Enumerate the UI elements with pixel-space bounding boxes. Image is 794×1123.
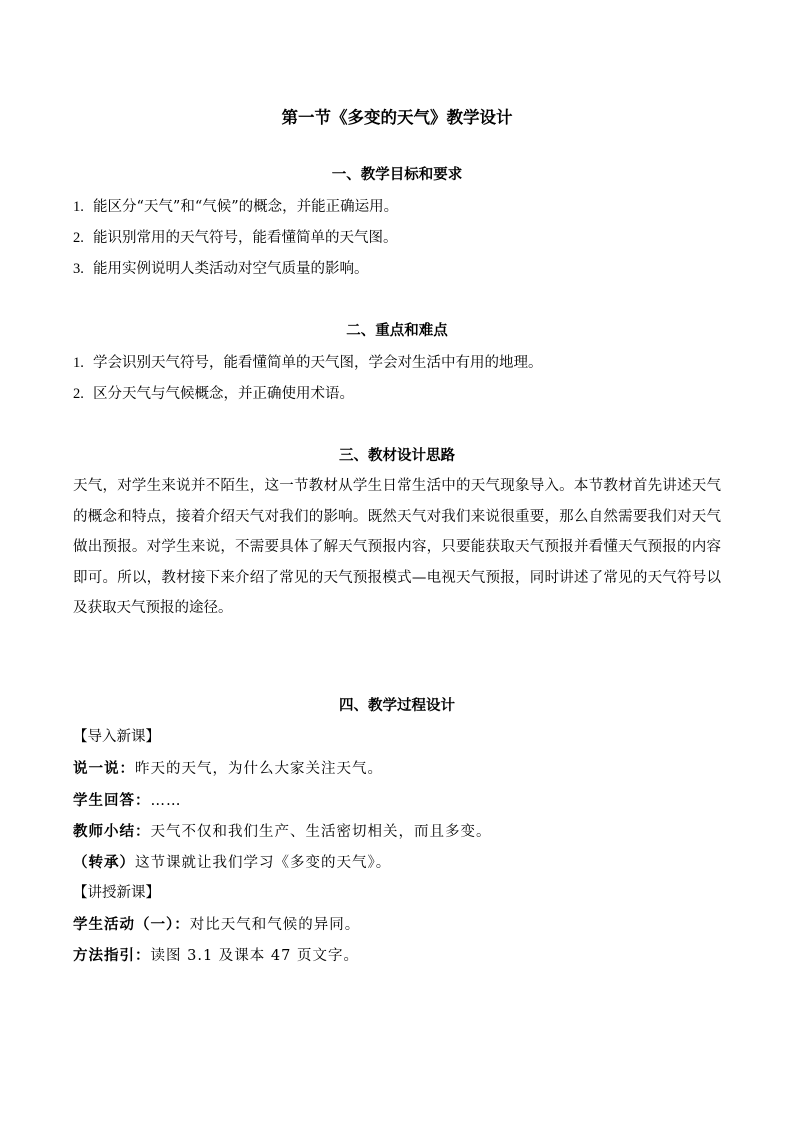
intro-label: 【导入新课】 xyxy=(73,729,160,745)
section-heading-process: 四、教学过程设计 xyxy=(339,697,455,714)
transition-label: （转承） xyxy=(73,854,135,871)
method-text: 读图 3.1 及课本 47 页文字。 xyxy=(150,948,359,964)
list-number: 2. xyxy=(73,230,84,246)
list-text: 能识别常用的天气符号，能看懂简单的天气图。 xyxy=(93,230,398,246)
discussion-text: 昨天的天气，为什么大家关注天气。 xyxy=(135,761,383,777)
list-text: 能区分“天气”和“气候”的概念，并能正确运用。 xyxy=(93,199,399,215)
discussion-line xyxy=(73,757,383,778)
list-item xyxy=(73,382,354,403)
answer-line xyxy=(73,789,182,810)
activity-label: 学生活动（一）： xyxy=(73,916,190,933)
list-item xyxy=(73,257,369,278)
method-line xyxy=(73,944,359,965)
discussion-label: 说一说： xyxy=(73,760,135,777)
teach-label: 【讲授新课】 xyxy=(73,885,160,901)
list-number: 3. xyxy=(73,261,84,277)
section-heading-design-idea: 三、教材设计思路 xyxy=(339,447,455,464)
list-item xyxy=(73,195,398,216)
answer-text: …… xyxy=(150,793,182,809)
answer-label: 学生回答： xyxy=(73,792,151,809)
list-text: 学会识别天气符号，能看懂简单的天气图，学会对生活中有用的地理。 xyxy=(93,355,543,371)
list-item xyxy=(73,351,543,372)
list-item xyxy=(73,226,398,247)
transition-line xyxy=(73,851,391,872)
list-text: 能用实例说明人类活动对空气质量的影响。 xyxy=(93,261,369,277)
section-heading-objectives: 一、教学目标和要求 xyxy=(331,166,463,183)
transition-text: 这节课就让我们学习《多变的天气》。 xyxy=(135,855,392,871)
summary-text: 天气不仅和我们生产、生活密切相关，而且多变。 xyxy=(150,824,492,840)
list-text: 区分天气与气候概念，并正确使用术语。 xyxy=(93,386,354,402)
activity-line xyxy=(73,913,360,934)
activity-text: 对比天气和气候的异同。 xyxy=(189,917,361,933)
method-label: 方法指引： xyxy=(73,947,151,964)
summary-line xyxy=(73,820,492,841)
page-title: 第一节《多变的天气》教学设计 xyxy=(281,108,513,127)
summary-label: 教师小结： xyxy=(73,823,151,840)
list-number: 1. xyxy=(73,199,84,215)
list-number: 2. xyxy=(73,386,84,402)
design-idea-paragraph: 天气，对学生来说并不陌生，这一节教材从学生日常生活中的天气现象导入。本节教材首先讲述天气的概念和特点，接着介绍天气对我们的影响。既然天气对我们来说很重要，那么自然需要我们对天气做出预报。对学生来说，不需要具体了解天气预报内容，只要能获取天气预报并看懂天气预报的内容即可。所以，教材接下来介绍了常见的天气预报模式—电视天气预报，同时讲述了常见的天气符号以及获取天气预报的途径。 xyxy=(73,478,721,616)
list-number: 1. xyxy=(73,355,84,371)
section-heading-key-points: 二、重点和难点 xyxy=(346,322,448,339)
